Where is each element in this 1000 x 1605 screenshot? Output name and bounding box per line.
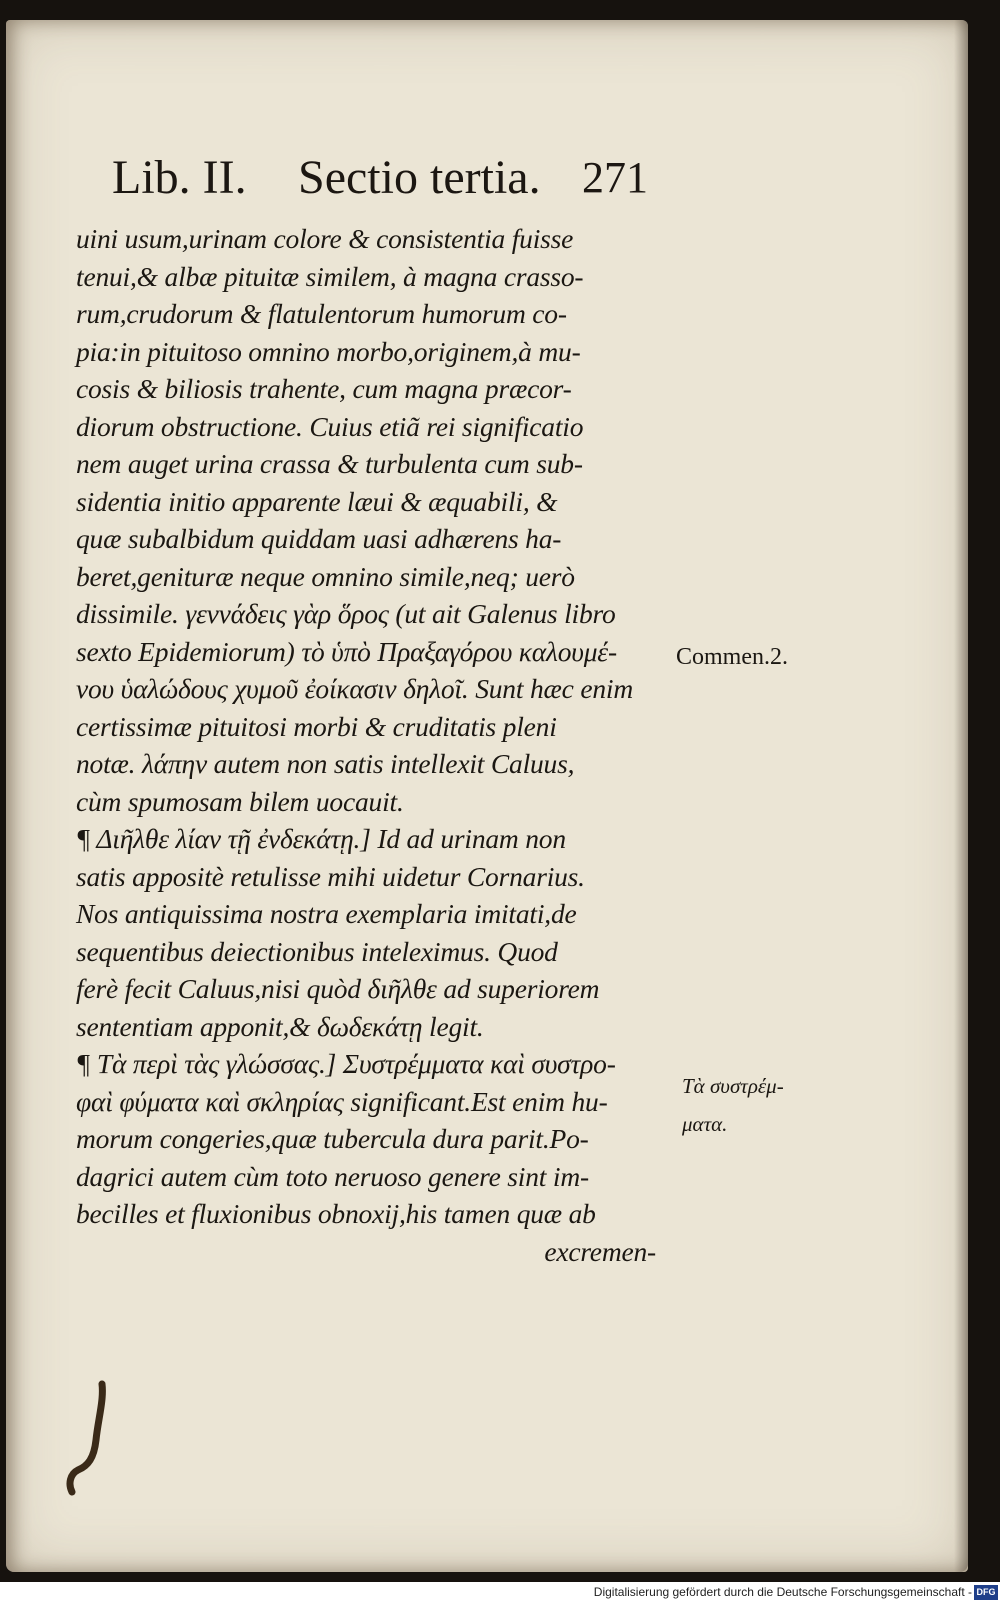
text-line: sententiam apponit,& δωδεκάτῃ legit. bbox=[76, 1010, 484, 1042]
text-line: ferè fecit Caluus,nisi quòd διῆλθε ad superiorem bbox=[76, 973, 600, 1004]
text-line: certissimæ pituitosi morbi & cruditatis pleni bbox=[76, 710, 557, 742]
running-head bbox=[6, 138, 968, 208]
footer-bar bbox=[0, 1582, 1000, 1605]
dfg-logo: DFG bbox=[974, 1585, 998, 1600]
text-line: φαὶ φύματα καὶ σκληρίας significant.Est enim hu- bbox=[76, 1085, 608, 1117]
margin-note-greek-continuation: ματα. bbox=[682, 1112, 728, 1136]
page-number: 271 bbox=[582, 153, 648, 202]
text-line: nem auget urina crassa & turbulenta cum sub- bbox=[76, 448, 583, 479]
page-edge-shadow bbox=[954, 20, 968, 1572]
text-line: dissimile. γεννάδεις γὰρ ὅρος (ut ait Galenus libro bbox=[76, 598, 616, 629]
text-line: satis appositè retulisse mihi uidetur Cornarius. bbox=[76, 860, 585, 892]
text-line: ¶ Διῆλθε λίαν τῇ ἐνδεκάτῃ.] Id ad urinam non bbox=[76, 823, 566, 854]
text-line: sexto Epidemiorum) τὸ ὑπὸ Πραξαγόρου καλουμέ- bbox=[76, 635, 617, 667]
text-line: Nos antiquissima nostra exemplaria imitati,de bbox=[76, 898, 577, 929]
text-line: diorum obstructione. Cuius etiã rei significatio bbox=[76, 410, 584, 442]
text-line: quæ subalbidum quiddam uasi adhærens ha- bbox=[76, 523, 562, 554]
text-line: sequentibus deiectionibus inteleximus. Quod bbox=[76, 935, 558, 967]
text-line: becilles et fluxionibus obnoxij,his tamen quæ ab bbox=[76, 1198, 596, 1229]
text-line: morum congeries,quæ tubercula dura parit.Po- bbox=[76, 1123, 589, 1154]
text-line: sidentia initio apparente læui & æquabili, & bbox=[76, 485, 558, 517]
text-line: beret,genituræ neque omnino simile,neq; uerò bbox=[76, 560, 575, 592]
running-head-book: Lib. II. bbox=[112, 151, 247, 204]
book-page bbox=[6, 20, 968, 1572]
text-line: νου ὑαλώδους χυμοῦ ἐοίκασιν δηλοῖ. Sunt hæc enim bbox=[76, 673, 633, 704]
ink-mark-decoration bbox=[58, 1380, 118, 1500]
text-line: notæ. λάπην autem non satis intellexit Caluus, bbox=[76, 748, 575, 779]
text-line: tenui,& albæ pituitæ similem, à magna crasso- bbox=[76, 260, 584, 292]
body-text bbox=[76, 220, 656, 1270]
running-head-section: Sectio tertia. bbox=[298, 151, 541, 204]
catchword: excremen- bbox=[544, 1235, 656, 1267]
text-line: pia:in pituitoso omnino morbo,originem,à mu- bbox=[76, 335, 581, 367]
margin-note-commentary: Commen.2. bbox=[676, 644, 788, 670]
text-line: dagrici autem cùm toto neruoso genere sint im- bbox=[76, 1160, 589, 1192]
footer-credit: Digitalisierung gefördert durch die Deutsche Forschungsgemeinschaft - bbox=[593, 1585, 972, 1599]
margin-note-greek: Τὰ συστρέμ- bbox=[682, 1074, 784, 1098]
text-line: rum,crudorum & flatulentorum humorum co- bbox=[76, 298, 567, 329]
text-line: uini usum,urinam colore & consistentia fuisse bbox=[76, 223, 574, 254]
text-line: cosis & biliosis trahente, cum magna præcor- bbox=[76, 373, 572, 404]
text-line: ¶ Τὰ περὶ τὰς γλώσσας.] Συστρέμματα καὶ συστρο- bbox=[76, 1048, 616, 1079]
text-line: cùm spumosam bilem uocauit. bbox=[76, 785, 404, 817]
